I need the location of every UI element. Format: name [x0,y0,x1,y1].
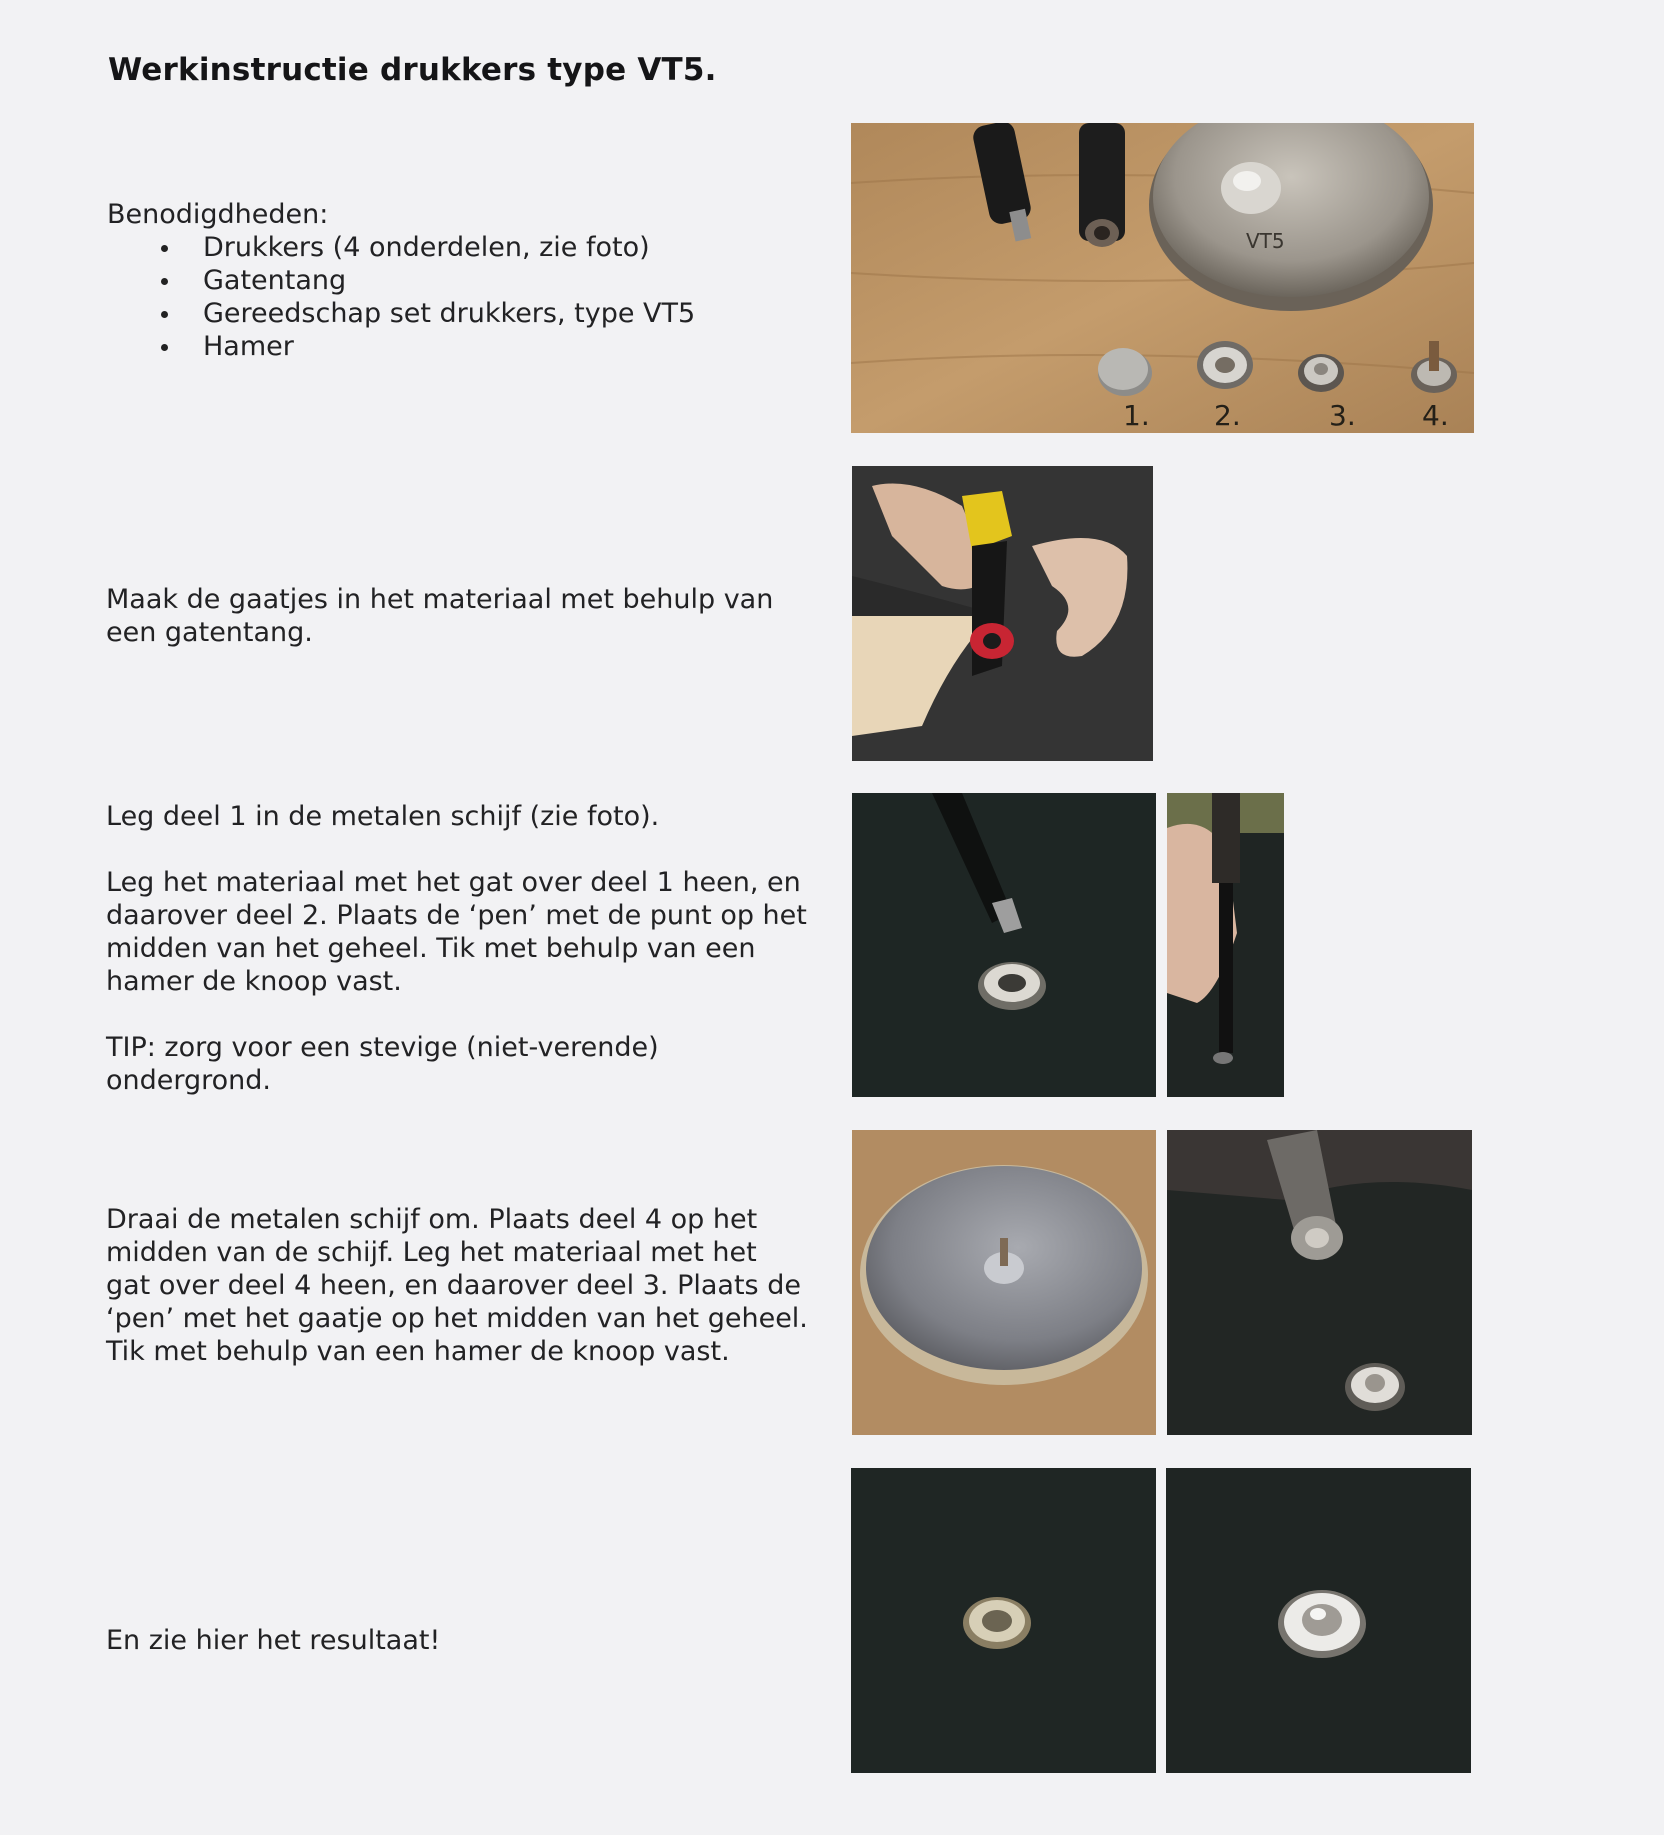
step-part-4 [106,1203,808,1368]
part-label-2: 2. [1214,399,1241,432]
result-text: En zie hier het resultaat! [106,1625,441,1656]
step-text: Draai de metalen schijf om. Plaats deel 4 op het midden van de schijf. Leg het materiaal met het gat over deel 4 heen, en daarover deel 3. Plaats de ‘pen’ met het gaatje op het midden van het geheel. Tik met behulp van een hamer de knoop vast. [106,1204,808,1367]
list-item: Gatentang [203,264,695,297]
supplies-heading: Benodigdheden: [107,199,329,230]
result-socket-photo [851,1468,1156,1773]
disc-label: VT5 [1246,229,1285,253]
step-make-holes [106,583,773,649]
hole-punch-photo [852,466,1153,761]
tools-and-parts-photo [851,123,1474,433]
hammer-photo [1167,793,1284,1097]
step-text: Maak de gaatjes in het materiaal met behulp van een gatentang. [106,584,774,648]
list-item: Drukkers (4 onderdelen, zie foto) [203,231,695,264]
part-label-3: 3. [1329,399,1356,432]
step-text: Leg deel 1 in de metalen schijf (zie foto). [106,801,660,832]
pen-on-part-4-photo [1167,1130,1472,1435]
supplies-section [107,198,695,363]
pen-on-part-photo [852,793,1156,1097]
page-title: Werkinstructie drukkers type VT5. [108,52,717,88]
supplies-list [107,231,695,363]
result-section [106,1624,440,1657]
step-text: Leg het materiaal met het gat over deel 1 heen, en daarover deel 2. Plaats de ‘pen’ met de punt op het midden van het geheel. Tik met behulp van een hamer de knoop vast. [106,867,807,997]
part-label-1: 1. [1123,399,1150,432]
result-stud-photo [1166,1468,1471,1773]
tip-text: TIP: zorg voor een stevige (niet-verende) ondergrond. [106,1032,659,1096]
part-label-4: 4. [1422,399,1449,432]
list-item: Gereedschap set drukkers, type VT5 [203,298,696,329]
step-part-1 [106,800,807,1097]
disc-flipped-photo [852,1130,1156,1435]
list-item: Hamer [203,330,695,363]
